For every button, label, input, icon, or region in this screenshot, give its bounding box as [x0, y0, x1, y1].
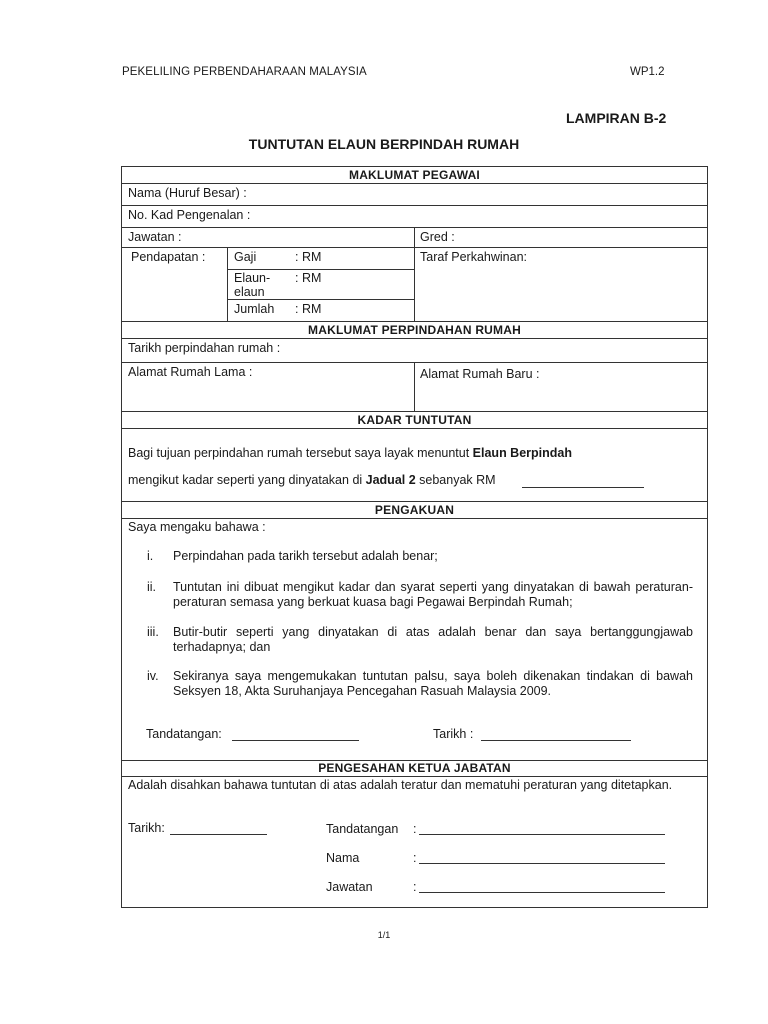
divider	[414, 227, 415, 321]
declaration-number: iii.	[147, 625, 159, 639]
pengakuan-tandatangan-label: Tandatangan:	[146, 727, 222, 741]
kad-pengenalan-label: No. Kad Pengenalan :	[128, 208, 251, 222]
divider	[121, 428, 708, 429]
divider	[121, 321, 708, 322]
pengesahan-nama-label: Nama	[326, 851, 360, 865]
divider	[121, 338, 708, 339]
divider	[121, 501, 708, 502]
declaration-text: Butir-butir seperti yang dinyatakan di atas adalah benar dan saya bertanggungjawab terhadapnya; dan	[173, 625, 693, 654]
alamat-baru-label: Alamat Rumah Baru :	[420, 367, 540, 381]
kadar-sentence-1	[128, 446, 572, 460]
gred-label: Gred :	[420, 230, 455, 244]
divider	[227, 299, 414, 300]
pengesahan-signature-line[interactable]	[419, 834, 665, 835]
jawatan-label: Jawatan :	[128, 230, 182, 244]
kadar-text: sebanyak RM	[415, 473, 496, 487]
appendix-label: LAMPIRAN B-2	[566, 110, 667, 126]
pengakuan-date-line[interactable]	[481, 740, 631, 741]
declaration-number: i.	[147, 549, 154, 563]
circular-header: PEKELILING PERBENDAHARAAN MALAYSIA	[122, 66, 367, 78]
pengakuan-tarikh-label: Tarikh :	[433, 727, 474, 741]
jadual-emphasis: Jadual 2	[365, 473, 416, 487]
tarikh-perpindahan-label: Tarikh perpindahan rumah :	[128, 341, 281, 355]
section-heading-maklumat-pegawai: MAKLUMAT PEGAWAI	[349, 168, 480, 182]
divider	[121, 776, 708, 777]
pengesahan-date-line[interactable]	[170, 834, 267, 835]
form-title: TUNTUTAN ELAUN BERPINDAH RUMAH	[248, 136, 520, 152]
elaun-label-line2: elaun	[234, 285, 265, 299]
declaration-text: Tuntutan ini dibuat mengikut kadar dan syarat seperti yang dinyatakan di bawah peraturan-peraturan semasa yang berkuat kuasa bagi Pegawai Berpindah Rumah;	[173, 580, 693, 609]
nama-label: Nama (Huruf Besar) :	[128, 186, 247, 200]
section-heading-kadar: KADAR TUNTUTAN	[357, 413, 472, 427]
divider	[121, 183, 708, 184]
elaun-berpindah-emphasis: Elaun Berpindah	[472, 446, 572, 460]
elaun-rm: : RM	[295, 271, 322, 285]
divider	[227, 247, 228, 321]
declaration-number: ii.	[147, 580, 157, 594]
document-code: WP1.2	[630, 66, 665, 78]
jumlah-rm: : RM	[295, 302, 322, 316]
declaration-number: iv.	[147, 669, 159, 683]
pengesahan-name-line[interactable]	[419, 863, 665, 864]
pengesahan-tarikh-label: Tarikh:	[128, 821, 165, 835]
colon: :	[413, 880, 417, 894]
colon: :	[413, 822, 417, 836]
alamat-lama-label: Alamat Rumah Lama :	[128, 365, 253, 379]
section-heading-pengesahan: PENGESAHAN KETUA JABATAN	[318, 761, 511, 775]
page-number: 1/1	[377, 930, 391, 940]
section-heading-pengakuan: PENGAKUAN	[374, 503, 455, 517]
pengesahan-jawatan-label: Jawatan	[326, 880, 373, 894]
kadar-text: mengikut kadar seperti yang dinyatakan di	[128, 473, 366, 487]
divider	[121, 247, 708, 248]
pendapatan-label: Pendapatan :	[131, 250, 206, 264]
kadar-sentence-2	[128, 473, 496, 487]
jumlah-label: Jumlah	[234, 302, 275, 316]
declaration-text: Sekiranya saya mengemukakan tuntutan palsu, saya boleh dikenakan tindakan di bawah Seksyen 18, Akta Suruhanjaya Pencegahan Rasuah Malaysia 2009.	[173, 669, 693, 698]
amount-blank-line[interactable]	[522, 487, 644, 488]
pengesahan-position-line[interactable]	[419, 892, 665, 893]
pengesahan-statement: Adalah disahkan bahawa tuntutan di atas adalah teratur dan mematuhi peraturan yang ditetapkan.	[128, 778, 673, 792]
pengakuan-intro: Saya mengaku bahawa :	[128, 520, 266, 534]
divider	[121, 411, 708, 412]
gaji-label: Gaji	[234, 250, 257, 264]
section-heading-perpindahan: MAKLUMAT PERPINDAHAN RUMAH	[308, 323, 521, 337]
declaration-text: Perpindahan pada tarikh tersebut adalah benar;	[173, 549, 438, 563]
elaun-label-line1: Elaun-	[234, 271, 271, 285]
divider	[414, 362, 415, 411]
colon: :	[413, 851, 417, 865]
divider	[121, 518, 708, 519]
gaji-rm: : RM	[295, 250, 322, 264]
divider	[121, 205, 708, 206]
kadar-text: Bagi tujuan perpindahan rumah tersebut saya layak menuntut	[128, 446, 473, 460]
pengesahan-tandatangan-label: Tandatangan	[326, 822, 399, 836]
pengakuan-signature-line[interactable]	[232, 740, 359, 741]
divider	[227, 269, 414, 270]
taraf-perkahwinan-label: Taraf Perkahwinan:	[420, 250, 528, 264]
